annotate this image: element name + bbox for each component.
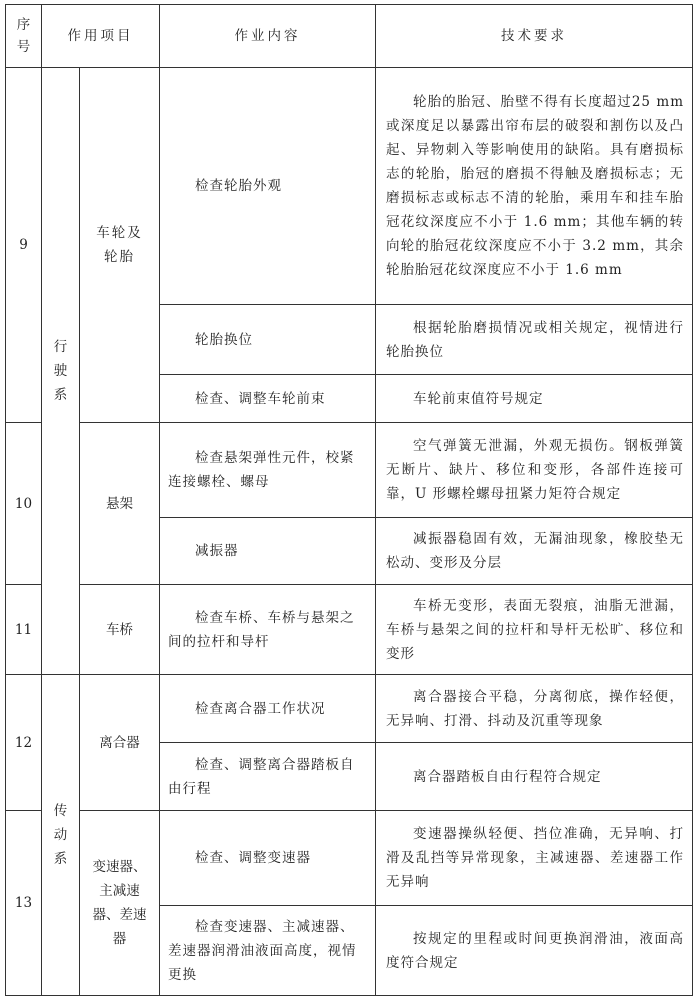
seq-cell: 13 (6, 811, 42, 996)
seq-cell: 11 (6, 585, 42, 675)
header-requirement: 技术要求 (376, 5, 693, 68)
item-cell: 车桥 (80, 585, 160, 675)
item-cell: 悬架 (80, 423, 160, 585)
task-requirement: 轮胎的胎冠、胎壁不得有长度超过25 mm 或深度足以暴露出帘布层的破裂和割伤以及凸起、异物刺入等影响使用的缺陷。具有磨损标志的轮胎，胎冠的磨损不得触及磨损标志；无磨损标志或标志不清的轮胎，乘用车和挂车胎冠花纹深度应不小于 1.6 mm；其他车辆的转向轮的胎冠花纹深度应不小于 3.2 mm，其余轮胎胎冠花纹深度应不小于 1.6 mm (376, 68, 693, 305)
task-content: 检查离合器工作状况 (160, 675, 376, 743)
task-content: 减振器 (160, 518, 376, 585)
header-content: 作业内容 (160, 5, 376, 68)
task-content: 检查、调整离合器踏板自由行程 (160, 743, 376, 811)
task-content: 检查悬架弹性元件，校紧连接螺栓、螺母 (160, 423, 376, 518)
table-row (6, 68, 693, 305)
maintenance-table (5, 4, 693, 996)
task-requirement: 变速器操纵轻便、挡位准确，无异响、打滑及乱挡等异常现象，主减速器、差速器工作无异响 (376, 811, 693, 906)
header-seq: 序号 (6, 5, 42, 68)
task-requirement: 车桥无变形，表面无裂痕，油脂无泄漏，车桥与悬架之间的拉杆和导杆无松旷、移位和变形 (376, 585, 693, 675)
seq-cell: 9 (6, 68, 42, 423)
task-content: 轮胎换位 (160, 305, 376, 375)
item-cell: 离合器 (80, 675, 160, 811)
task-content: 检查轮胎外观 (160, 68, 376, 305)
task-content: 检查车桥、车桥与悬架之间的拉杆和导杆 (160, 585, 376, 675)
system-cell-transmission: 传动系 (42, 675, 80, 996)
table-row (6, 585, 693, 675)
seq-cell: 12 (6, 675, 42, 811)
item-cell: 车轮及轮胎 (80, 68, 160, 423)
task-requirement: 空气弹簧无泄漏，外观无损伤。钢板弹簧无断片、缺片、移位和变形，各部件连接可靠，U 形螺栓螺母扭紧力矩符合规定 (376, 423, 693, 518)
header-row (6, 5, 693, 68)
task-content: 检查变速器、主减速器、差速器润滑油液面高度，视情更换 (160, 906, 376, 996)
table-row (6, 423, 693, 518)
task-requirement: 离合器踏板自由行程符合规定 (376, 743, 693, 811)
task-requirement: 车轮前束值符号规定 (376, 375, 693, 423)
system-cell-driving: 行驶系 (42, 68, 80, 675)
task-requirement: 按规定的里程或时间更换润滑油，液面高度符合规定 (376, 906, 693, 996)
header-item: 作用项目 (42, 5, 160, 68)
task-requirement: 离合器接合平稳，分离彻底，操作轻便，无异响、打滑、抖动及沉重等现象 (376, 675, 693, 743)
task-content: 检查、调整变速器 (160, 811, 376, 906)
table-row (6, 675, 693, 743)
seq-cell: 10 (6, 423, 42, 585)
task-content: 检查、调整车轮前束 (160, 375, 376, 423)
task-requirement: 减振器稳固有效，无漏油现象，橡胶垫无松动、变形及分层 (376, 518, 693, 585)
item-cell: 变速器、主减速器、差速器 (80, 811, 160, 996)
table-row (6, 811, 693, 906)
task-requirement: 根据轮胎磨损情况或相关规定，视情进行轮胎换位 (376, 305, 693, 375)
